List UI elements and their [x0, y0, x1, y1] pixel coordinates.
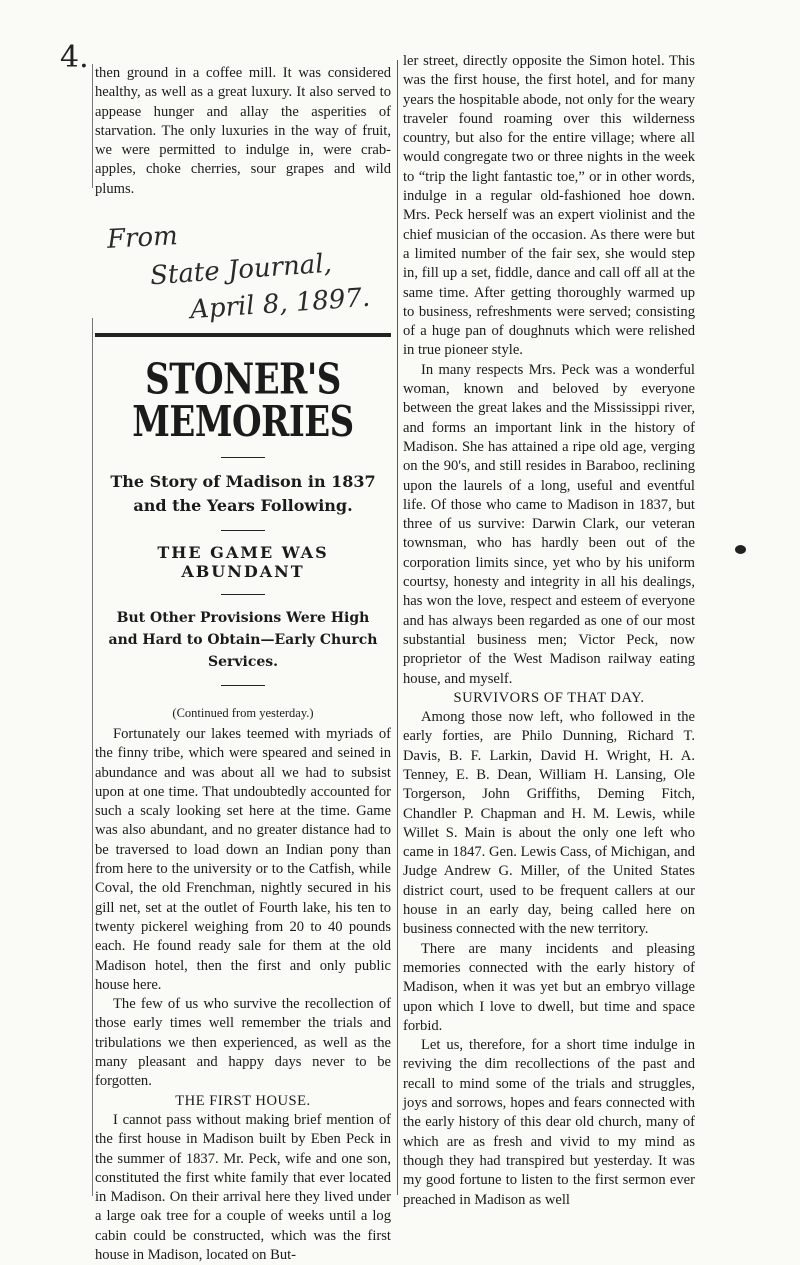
divider	[221, 685, 265, 686]
handwriting-line-3: April 8, 1897.	[189, 282, 372, 326]
subhead-survivors: SURVIVORS OF THAT DAY.	[453, 689, 645, 706]
article-deck: The Story of Madison in 1837 and the Years Following.	[110, 472, 376, 516]
left-column	[95, 64, 391, 1265]
divider	[221, 530, 265, 531]
right-column	[403, 52, 695, 1210]
intro-paragraph: then ground in a coffee mill. It was considered healthy, as well as a great luxury. It also served to appease hunger and allay the asperities of starvation. The only luxuries in the way of fruit, we were permitted to indulge in, were crab-apples, choke cherries, sour grapes and wild plums.	[95, 65, 391, 197]
ink-smudge	[735, 545, 746, 554]
clipping-edge-top	[92, 64, 93, 188]
column-rule	[397, 60, 398, 1195]
body-paragraph: Let us, therefore, for a short time indulge in reviving the dim recollections of the past and recall to mind some of the trials and struggles, joys and sorrows, hopes and fears connected with the early history of this dear old church, many of which are as fresh and vivid to my mind as though they had transpired but yesterday. It was my good fortune to listen to the first sermon ever preached in Madison as well	[403, 1037, 695, 1208]
handwriting-line-1: From	[106, 221, 179, 255]
body-paragraph: Among those now left, who followed in the early forties, are Philo Dunning, Richard T. Davis, B. F. Larkin, David H. Wright, H. A. Tenney, E. B. Dean, William H. Lansing, Ole Torgerson, John Griffiths, Deming Fitch, Chandler P. Chapman and H. M. Lewis, while Willet S. Main is about the only one left who came in 1847. Gen. Lewis Cass, of Michigan, and Judge Andrew G. Miller, of the United States district court, used to be frequent callers at our house in an early day, being called here on business connected with the new territory.	[403, 709, 695, 938]
article-headline: STONER'S MEMORIES	[132, 354, 354, 448]
body-paragraph: There are many incidents and pleasing memories connected with the early history of Madison, when it was yet but an embryo village upon which I love to dwell, but time and space forbid.	[403, 940, 695, 1034]
divider	[221, 594, 265, 595]
body-paragraph: The few of us who survive the recollection of those early times well remember the trials and tribulations we then experienced, as well as the many pleasant and happy days never to be forgotten.	[95, 996, 391, 1090]
page-number: 4.	[60, 40, 89, 75]
handwriting-line-2: State Journal,	[149, 248, 333, 292]
article-top-rule	[95, 333, 391, 337]
body-paragraph: In many respects Mrs. Peck was a wonderful woman, known and beloved by everyone between the great lakes and the Mississippi river, and forms an important link in the history of Madison. She has attained a ripe old age, verging on the 90's, and still resides in Baraboo, reclining upon the laurels of a long, useful and eventful life. Of those who came to Madison in 1837, but three of us survive: Darwin Clark, our veteran townsman, who has hardly been out of the corporation limits since, yet who by his uniform courtsy, honesty and integrity in all his dealings, has won the love, respect and esteem of everyone and has always been regarded as one of our most substantial business men; Victor Peck, now proprietor of the West Madison railway eating house, and myself.	[403, 361, 695, 687]
continued-note: (Continued from yesterday.)	[172, 705, 314, 720]
subhead-first-house: THE FIRST HOUSE.	[175, 1092, 311, 1109]
body-paragraph: I cannot pass without making brief mention of the first house in Madison built by Eben Peck in the summer of 1837. Mr. Peck, wife and one son, constituted the first white family that ever located in Madison. On their arrival here they lived under a large oak tree for a couple of weeks until a log cabin could be constructed, which was the first house in Madison, located on But-	[95, 1111, 391, 1263]
article-deck-caps: THE GAME WAS ABUNDANT	[157, 543, 329, 582]
clipping-edge-bottom	[92, 318, 93, 1196]
handwritten-source-note	[95, 209, 391, 326]
body-paragraph: Fortunately our lakes teemed with myriads of the finny tribe, which were speared and seined in abundance and was about all we had to subsist upon at one time. That undoubtedly accounted for such a scaly looking set here at the time. Game was also abundant, and no greater distance had to be traversed to load down an Indian pony than from here to the university or to the Catfish, while Coval, the old Frenchman, nightly secured in his gill net, set at the outlet of Fourth lake, his ten to twenty pickerel weighing from 20 to 40 pounds each. He found ready sale for them at the old Madison hotel, then the first and only public house here.	[95, 725, 391, 993]
article-deck-sub: But Other Provisions Were High and Hard to Obtain—Early Church Services.	[108, 609, 378, 670]
body-paragraph: ler street, directly opposite the Simon hotel. This was the first house, the first hotel, and for many years the hospitable abode, not only for the weary traveler found roaming over this wilderness country, but also for the entire village; where all would congregate two or three nights in the week to “trip the light fantastic toe,” or in other words, indulge in a regular old-fashioned hoe down. Mrs. Peck herself was an expert violinist and the chief musician of the occasion. As there were but a limited number of the fair sex, she would step in, fill up a set, fiddle, dance and call off all at the same time. After getting thoroughly warmed up to business, refreshments were served; consisting of a huge pan of doughnuts which were relished in true pioneer style.	[403, 53, 695, 359]
divider	[221, 457, 265, 458]
